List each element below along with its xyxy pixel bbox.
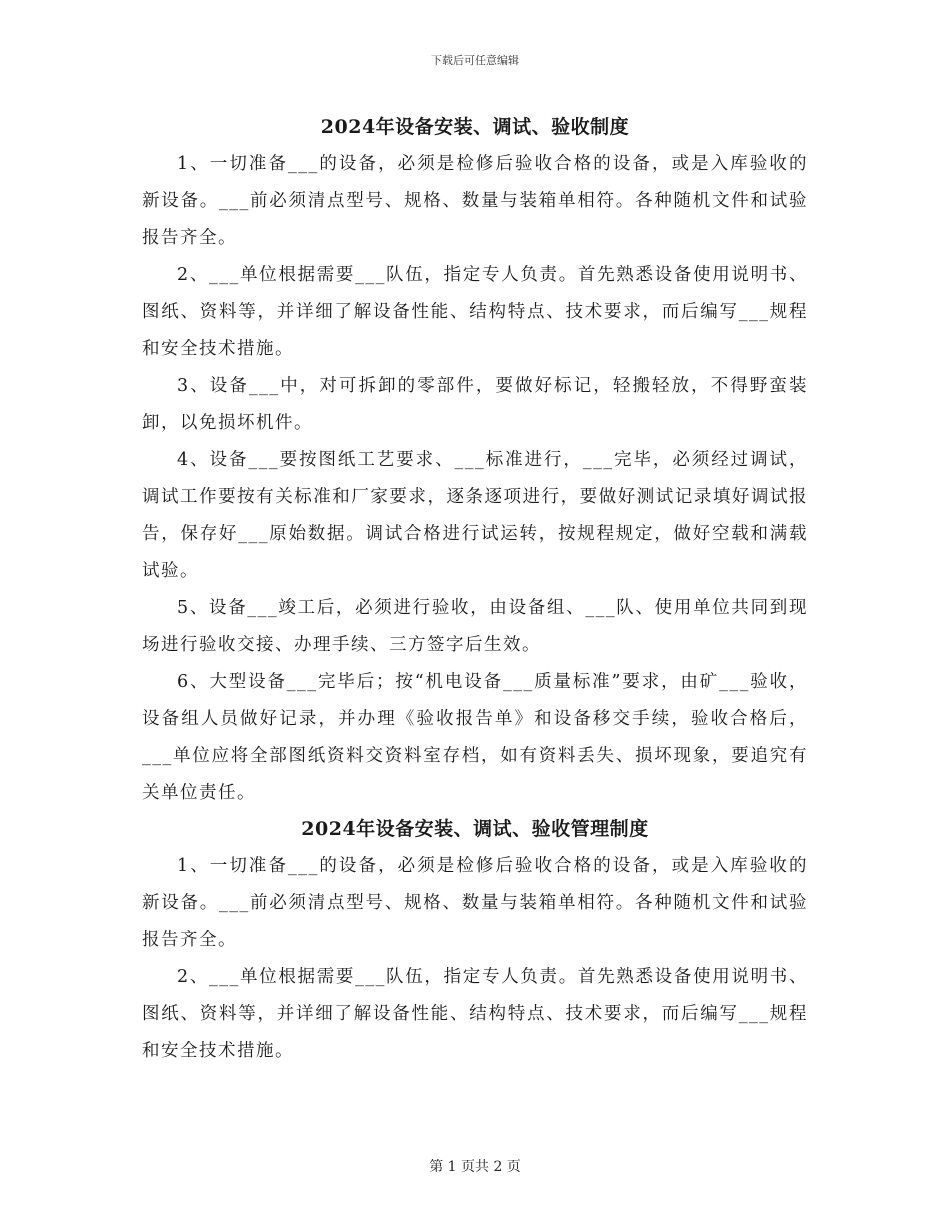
section1-paragraph-5: 5、设备___竣工后，必须进行验收，由设备组、___队、使用单位共同到现场进行验收交接、办理手续、三方签字后生效。	[142, 598, 808, 655]
section1-paragraph-1: 1、一切准备___的设备，必须是检修后验收合格的设备，或是入库验收的新设备。___前必须清点型号、规格、数量与装箱单相符。各种随机文件和试验报告齐全。	[142, 154, 808, 248]
section2-paragraph-2: 2、___单位根据需要___队伍，指定专人负责。首先熟悉设备使用说明书、图纸、资料等，并详细了解设备性能、结构特点、技术要求，而后编写___规程和安全技术措施。	[142, 967, 808, 1061]
section2-paragraph-1: 1、一切准备___的设备，必须是检修后验收合格的设备，或是入库验收的新设备。___前必须清点型号、规格、数量与装箱单相符。各种随机文件和试验报告齐全。	[142, 856, 808, 950]
section1-title: 2024年设备安装、调试、验收制度	[320, 116, 630, 138]
section1-paragraph-3: 3、设备___中，对可拆卸的零部件，要做好标记，轻搬轻放，不得野蛮装卸，以免损坏机件。	[142, 376, 808, 433]
document-body	[142, 112, 808, 1070]
section2-title: 2024年设备安装、调试、验收管理制度	[301, 818, 649, 840]
page-footer: 第 1 页共 2 页	[429, 1159, 521, 1175]
page-header: 下载后可任意编辑	[431, 54, 519, 67]
section1-paragraph-2: 2、___单位根据需要___队伍，指定专人负责。首先熟悉设备使用说明书、图纸、资料等，并详细了解设备性能、结构特点、技术要求，而后编写___规程和安全技术措施。	[142, 265, 808, 359]
section1-paragraph-4: 4、设备___要按图纸工艺要求、___标准进行，___完毕，必须经过调试，调试工作要按有关标准和厂家要求，逐条逐项进行，要做好测试记录填好调试报告，保存好___原始数据。调试合格进行试运转，按规程规定，做好空载和满载试验。	[142, 450, 808, 581]
section1-paragraph-6: 6、大型设备___完毕后；按“机电设备___质量标准”要求，由矿___验收，设备组人员做好记录，并办理《验收报告单》和设备移交手续，验收合格后，___单位应将全部图纸资料交资料室存档，如有资料丢失、损坏现象，要追究有关单位责任。	[142, 672, 808, 803]
